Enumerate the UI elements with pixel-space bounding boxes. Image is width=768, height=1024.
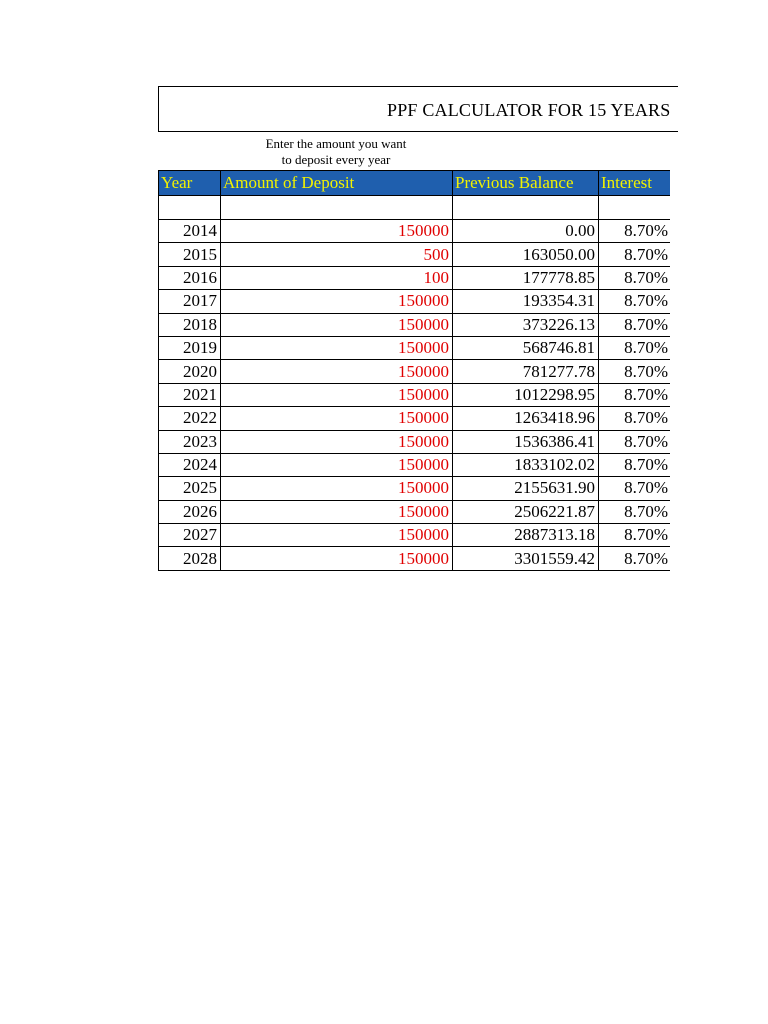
deposit-cell[interactable]: 150000 <box>221 407 453 430</box>
ppf-table-container <box>158 170 670 571</box>
interest-cell: 8.70% <box>599 336 671 359</box>
table-row <box>159 313 671 336</box>
year-cell: 2026 <box>159 500 221 523</box>
year-cell: 2021 <box>159 383 221 406</box>
interest-cell: 8.70% <box>599 453 671 476</box>
deposit-cell[interactable]: 150000 <box>221 290 453 313</box>
title-box <box>158 86 678 132</box>
header-row <box>159 171 671 196</box>
previous-balance-cell: 1263418.96 <box>453 407 599 430</box>
interest-cell: 8.70% <box>599 547 671 570</box>
table-row <box>159 524 671 547</box>
empty-cell[interactable] <box>159 196 221 220</box>
table-row <box>159 243 671 266</box>
year-cell: 2015 <box>159 243 221 266</box>
empty-cell[interactable] <box>599 196 671 220</box>
deposit-cell[interactable]: 150000 <box>221 524 453 547</box>
empty-cell[interactable] <box>453 196 599 220</box>
deposit-cell[interactable]: 150000 <box>221 477 453 500</box>
deposit-cell[interactable]: 150000 <box>221 383 453 406</box>
table-row <box>159 500 671 523</box>
table-row <box>159 220 671 243</box>
previous-balance-cell: 3301559.42 <box>453 547 599 570</box>
deposit-cell[interactable]: 500 <box>221 243 453 266</box>
previous-balance-cell: 2506221.87 <box>453 500 599 523</box>
year-cell: 2014 <box>159 220 221 243</box>
year-cell: 2018 <box>159 313 221 336</box>
table-row <box>159 360 671 383</box>
year-cell: 2016 <box>159 266 221 289</box>
previous-balance-cell: 1012298.95 <box>453 383 599 406</box>
interest-cell: 8.70% <box>599 266 671 289</box>
deposit-cell[interactable]: 150000 <box>221 500 453 523</box>
deposit-cell[interactable]: 100 <box>221 266 453 289</box>
year-cell: 2028 <box>159 547 221 570</box>
table-row <box>159 290 671 313</box>
table-row <box>159 453 671 476</box>
header-previous-balance: Previous Balance <box>453 171 599 196</box>
deposit-cell[interactable]: 150000 <box>221 360 453 383</box>
year-cell: 2017 <box>159 290 221 313</box>
table-row <box>159 383 671 406</box>
previous-balance-cell: 177778.85 <box>453 266 599 289</box>
year-cell: 2020 <box>159 360 221 383</box>
interest-cell: 8.70% <box>599 313 671 336</box>
header-year: Year <box>159 171 221 196</box>
table-body <box>159 196 671 571</box>
empty-row <box>159 196 671 220</box>
deposit-hint-line-1: Enter the amount you want <box>265 136 407 151</box>
ppf-table <box>158 170 670 571</box>
year-cell: 2024 <box>159 453 221 476</box>
deposit-cell[interactable]: 150000 <box>221 220 453 243</box>
deposit-cell[interactable]: 150000 <box>221 430 453 453</box>
deposit-hint <box>236 136 436 168</box>
table-row <box>159 477 671 500</box>
previous-balance-cell: 373226.13 <box>453 313 599 336</box>
year-cell: 2023 <box>159 430 221 453</box>
table-row <box>159 430 671 453</box>
deposit-cell[interactable]: 150000 <box>221 547 453 570</box>
previous-balance-cell: 193354.31 <box>453 290 599 313</box>
interest-cell: 8.70% <box>599 524 671 547</box>
interest-cell: 8.70% <box>599 500 671 523</box>
empty-cell[interactable] <box>221 196 453 220</box>
interest-cell: 8.70% <box>599 360 671 383</box>
deposit-hint-line-2: to deposit every year <box>281 152 391 167</box>
interest-cell: 8.70% <box>599 407 671 430</box>
interest-cell: 8.70% <box>599 243 671 266</box>
previous-balance-cell: 568746.81 <box>453 336 599 359</box>
table-row <box>159 407 671 430</box>
previous-balance-cell: 1536386.41 <box>453 430 599 453</box>
table-row <box>159 336 671 359</box>
previous-balance-cell: 163050.00 <box>453 243 599 266</box>
page-title: PPF CALCULATOR FOR 15 YEARS <box>387 100 671 120</box>
table-row <box>159 266 671 289</box>
year-cell: 2022 <box>159 407 221 430</box>
deposit-cell[interactable]: 150000 <box>221 453 453 476</box>
interest-cell: 8.70% <box>599 220 671 243</box>
header-deposit: Amount of Deposit <box>221 171 453 196</box>
previous-balance-cell: 2155631.90 <box>453 477 599 500</box>
interest-cell: 8.70% <box>599 430 671 453</box>
deposit-cell[interactable]: 150000 <box>221 313 453 336</box>
interest-cell: 8.70% <box>599 383 671 406</box>
previous-balance-cell: 781277.78 <box>453 360 599 383</box>
deposit-cell[interactable]: 150000 <box>221 336 453 359</box>
year-cell: 2025 <box>159 477 221 500</box>
interest-cell: 8.70% <box>599 477 671 500</box>
year-cell: 2027 <box>159 524 221 547</box>
previous-balance-cell: 0.00 <box>453 220 599 243</box>
year-cell: 2019 <box>159 336 221 359</box>
interest-cell: 8.70% <box>599 290 671 313</box>
header-interest: Interest <box>599 171 671 196</box>
table-row <box>159 547 671 570</box>
previous-balance-cell: 2887313.18 <box>453 524 599 547</box>
previous-balance-cell: 1833102.02 <box>453 453 599 476</box>
